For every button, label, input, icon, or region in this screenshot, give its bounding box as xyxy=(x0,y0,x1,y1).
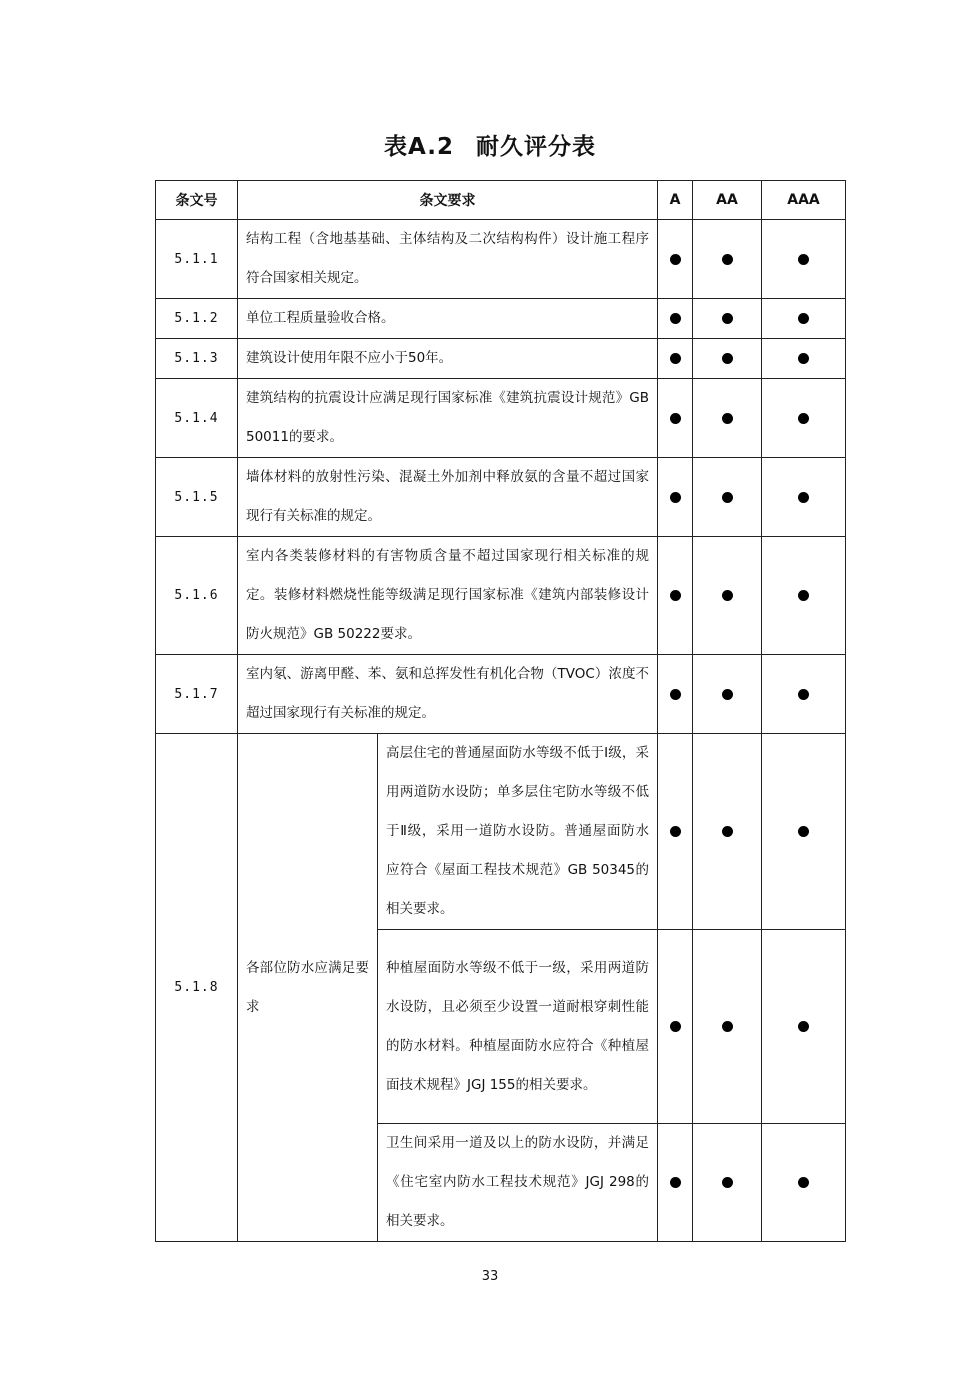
score-table xyxy=(155,180,846,1242)
dot-aaa xyxy=(798,313,809,324)
clause-number: 5.1.6 xyxy=(156,537,238,655)
clause-number: 5.1.5 xyxy=(156,458,238,537)
dot-a xyxy=(670,1021,681,1032)
table-row xyxy=(156,734,846,930)
dot-aaa xyxy=(798,689,809,700)
dot-aa xyxy=(722,826,733,837)
dot-a xyxy=(670,492,681,503)
requirement-text: 单位工程质量验收合格。 xyxy=(238,299,658,339)
dot-aaa xyxy=(798,254,809,265)
header-level-aa: AA xyxy=(693,181,762,220)
clause-number: 5.1.7 xyxy=(156,655,238,734)
requirement-text: 室内氡、游离甲醛、苯、氨和总挥发性有机化合物（TVOC）浓度不超过国家现行有关标准的规定。 xyxy=(238,655,658,734)
requirement-text: 建筑设计使用年限不应小于50年。 xyxy=(238,339,658,379)
dot-aaa xyxy=(798,353,809,364)
table-row xyxy=(156,299,846,339)
dot-aa xyxy=(722,1177,733,1188)
dot-a xyxy=(670,353,681,364)
dot-aaa xyxy=(798,826,809,837)
requirement-text: 墙体材料的放射性污染、混凝土外加剂中释放氨的含量不超过国家现行有关标准的规定。 xyxy=(238,458,658,537)
dot-aaa xyxy=(798,413,809,424)
page-title xyxy=(0,128,980,161)
clause-number: 5.1.1 xyxy=(156,220,238,299)
header-requirement: 条文要求 xyxy=(238,181,658,220)
dot-a xyxy=(670,413,681,424)
dot-aaa xyxy=(798,492,809,503)
table-row xyxy=(156,655,846,734)
sub-requirement-text: 种植屋面防水等级不低于一级，采用两道防水设防，且必须至少设置一道耐根穿刺性能的防水材料。种植屋面防水应符合《种植屋面技术规程》JGJ 155的相关要求。 xyxy=(378,930,658,1124)
dot-aa xyxy=(722,413,733,424)
dot-aa xyxy=(722,353,733,364)
table-row xyxy=(156,339,846,379)
requirement-group: 各部位防水应满足要求 xyxy=(238,734,378,1242)
header-level-a: A xyxy=(658,181,693,220)
table-row xyxy=(156,537,846,655)
dot-a xyxy=(670,1177,681,1188)
dot-aa xyxy=(722,492,733,503)
table-row xyxy=(156,220,846,299)
dot-a xyxy=(670,689,681,700)
page-number: 33 xyxy=(481,1269,499,1284)
dot-a xyxy=(670,254,681,265)
dot-a xyxy=(670,826,681,837)
clause-number: 5.1.8 xyxy=(156,734,238,1242)
dot-aaa xyxy=(798,1177,809,1188)
requirement-text: 室内各类装修材料的有害物质含量不超过国家现行相关标准的规定。装修材料燃烧性能等级满足现行国家标准《建筑内部装修设计防火规范》GB 50222要求。 xyxy=(238,537,658,655)
dot-aaa xyxy=(798,1021,809,1032)
dot-aa xyxy=(722,313,733,324)
clause-number: 5.1.3 xyxy=(156,339,238,379)
dot-aaa xyxy=(798,590,809,601)
clause-number: 5.1.4 xyxy=(156,379,238,458)
dot-aa xyxy=(722,254,733,265)
header-clause: 条文号 xyxy=(156,181,238,220)
table-row xyxy=(156,379,846,458)
header-row xyxy=(156,181,846,220)
dot-aa xyxy=(722,590,733,601)
sub-requirement-text: 高层住宅的普通屋面防水等级不低于Ⅰ级，采用两道防水设防；单多层住宅防水等级不低于Ⅱ级，采用一道防水设防。普通屋面防水应符合《屋面工程技术规范》GB 50345的相关要求。 xyxy=(378,734,658,930)
clause-number: 5.1.2 xyxy=(156,299,238,339)
requirement-text: 建筑结构的抗震设计应满足现行国家标准《建筑抗震设计规范》GB 50011的要求。 xyxy=(238,379,658,458)
sub-requirement-text: 卫生间采用一道及以上的防水设防，并满足《住宅室内防水工程技术规范》JGJ 298的相关要求。 xyxy=(378,1124,658,1242)
requirement-text: 结构工程（含地基基础、主体结构及二次结构构件）设计施工程序符合国家相关规定。 xyxy=(238,220,658,299)
table-number: 表A.2 xyxy=(384,134,454,160)
table-name: 耐久评分表 xyxy=(475,134,596,160)
dot-aa xyxy=(722,689,733,700)
dot-a xyxy=(670,590,681,601)
table-row xyxy=(156,458,846,537)
dot-a xyxy=(670,313,681,324)
header-level-aaa: AAA xyxy=(762,181,846,220)
dot-aa xyxy=(722,1021,733,1032)
